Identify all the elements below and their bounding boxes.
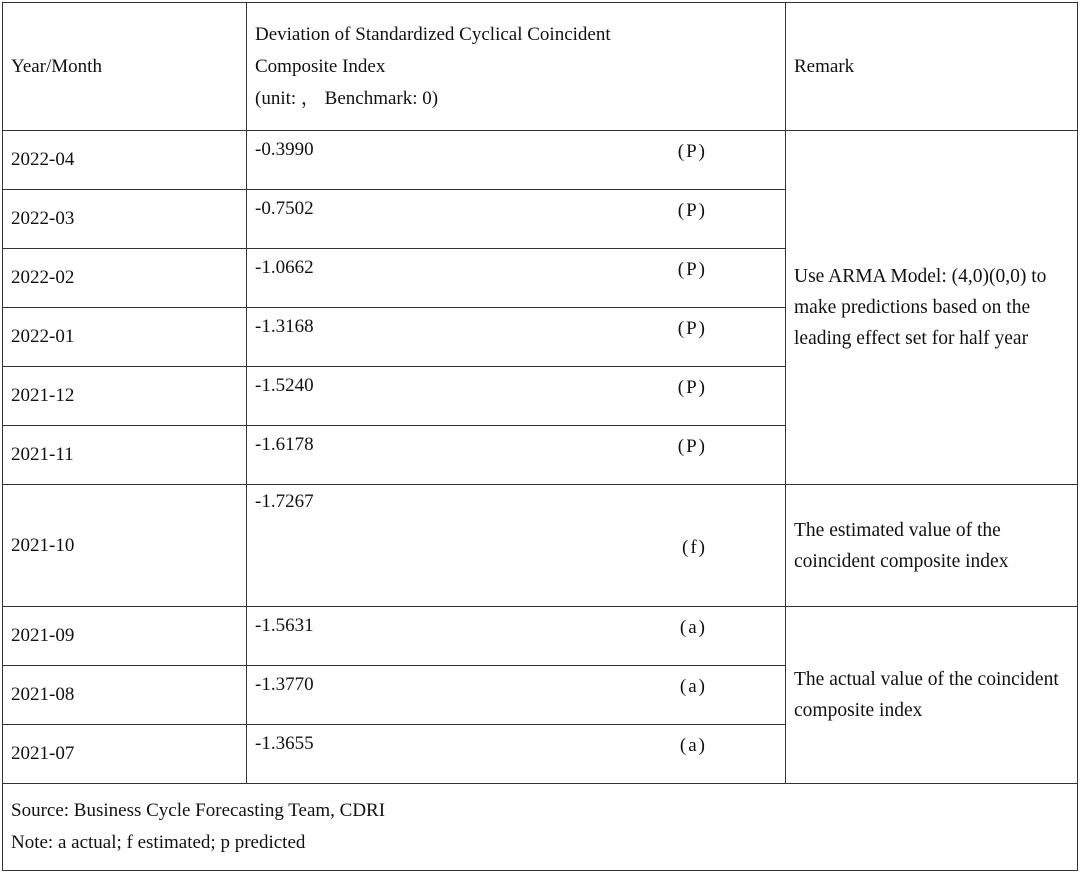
value-flag: (P) [677,318,707,339]
value-flag: (a) [679,676,707,697]
value-cell [247,607,786,666]
period-cell: 2022-02 [3,249,247,308]
period-cell: 2021-09 [3,607,247,666]
header-deviation-line-3: (unit: ， Benchmark: 0) [255,87,439,109]
footer-note: Note: a actual; f estimated; p predicted [11,832,306,853]
value-cell [247,308,786,367]
value-number: -1.5631 [255,615,314,636]
value-cell [247,190,786,249]
value-flag: (a) [679,735,707,756]
value-number: -0.3990 [255,139,314,160]
table-footer [3,784,1078,871]
value-cell [247,725,786,784]
value-flag: (a) [679,617,707,638]
period-cell: 2021-07 [3,725,247,784]
footer-source: Source: Business Cycle Forecasting Team, CDRI [11,800,386,821]
value-cell [247,426,786,485]
value-flag: (f) [682,537,707,558]
value-cell [247,367,786,426]
period-cell: 2021-08 [3,666,247,725]
value-number: -1.7267 [255,491,314,512]
period-cell: 2021-12 [3,367,247,426]
value-number: -1.3770 [255,674,314,695]
value-flag: (P) [677,200,707,221]
value-number: -1.3655 [255,733,314,754]
header-remark: Remark [786,3,1078,131]
period-cell: 2021-10 [3,485,247,607]
cyclical-index-table [2,2,1078,871]
value-number: -1.5240 [255,375,314,396]
remark-actual: The actual value of the coincident composite index [786,607,1078,784]
header-deviation-line-1: Deviation of Standardized Cyclical Coincident [255,23,611,45]
header-deviation [247,3,786,131]
value-cell [247,485,786,607]
table-row [3,131,1078,190]
value-cell [247,249,786,308]
value-flag: (P) [677,141,707,162]
value-number: -1.3168 [255,316,314,337]
remark-predicted: Use ARMA Model: (4,0)(0,0) to make predictions based on the leading effect set for half year [786,131,1078,485]
period-cell: 2022-04 [3,131,247,190]
period-cell: 2022-03 [3,190,247,249]
table-header-row [3,3,1078,131]
remark-estimated: The estimated value of the coincident composite index [786,485,1078,607]
value-number: -1.0662 [255,257,314,278]
table-row [3,607,1078,666]
header-deviation-line-2: Composite Index [255,55,386,77]
value-number: -0.7502 [255,198,314,219]
value-flag: (P) [677,436,707,457]
table-row [3,485,1078,607]
header-year-month: Year/Month [3,3,247,131]
table-footer-row [3,784,1078,871]
value-flag: (P) [677,377,707,398]
value-number: -1.6178 [255,434,314,455]
period-cell: 2022-01 [3,308,247,367]
period-cell: 2021-11 [3,426,247,485]
value-cell [247,666,786,725]
value-flag: (P) [677,259,707,280]
value-cell [247,131,786,190]
